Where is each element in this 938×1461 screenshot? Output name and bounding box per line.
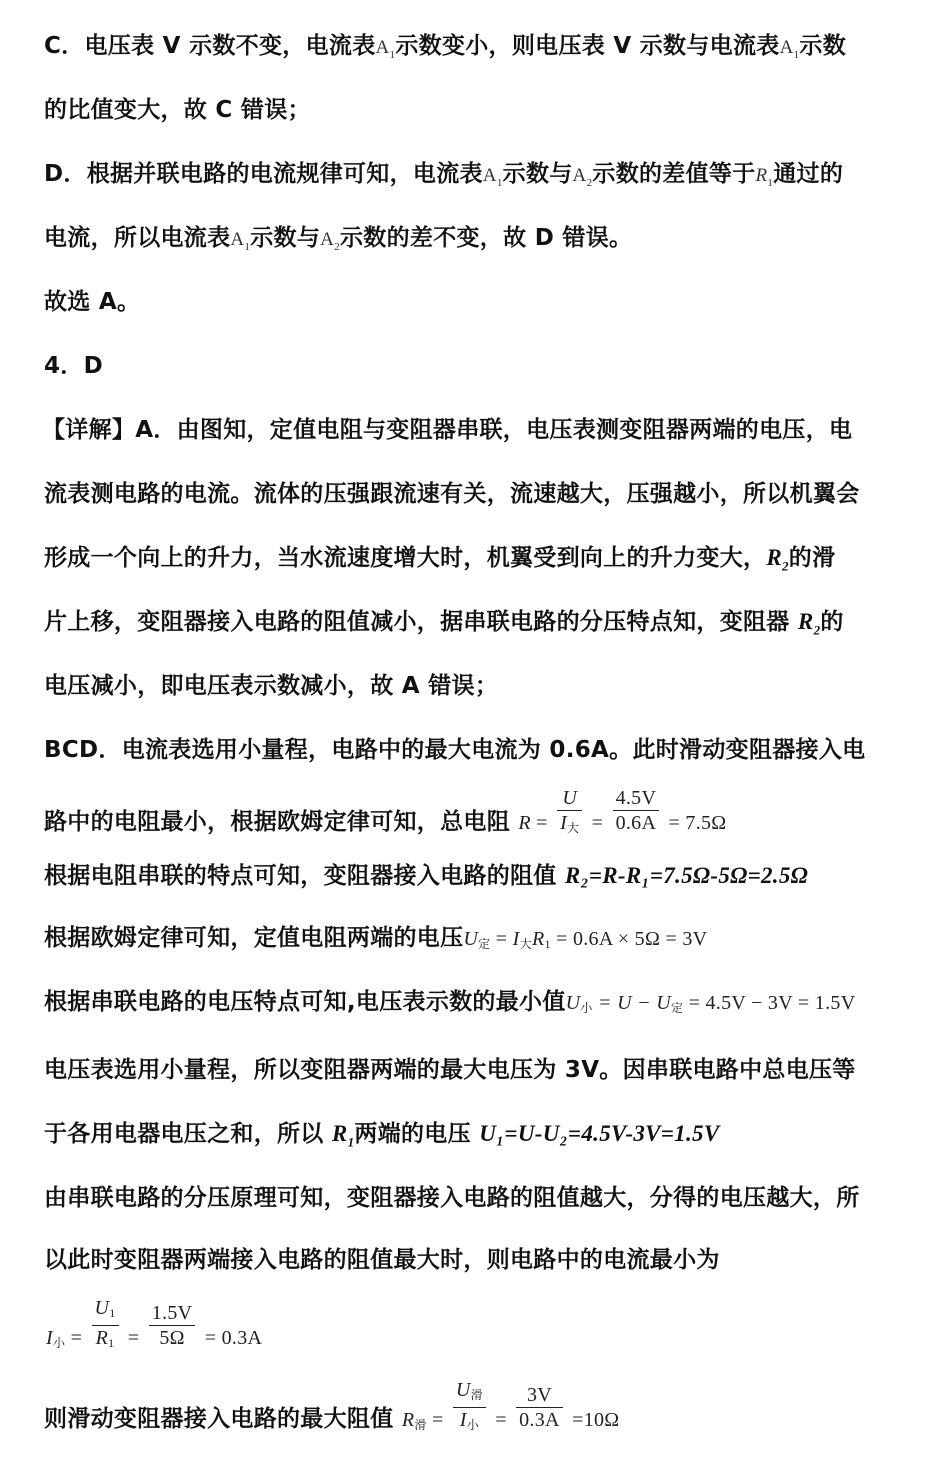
ammeter-symbol: [320, 229, 340, 253]
formula-subscript: 小: [52, 1336, 66, 1350]
total-resistance-line: [44, 786, 898, 848]
ammeter-label: A: [572, 165, 587, 186]
min-voltage-line: [44, 986, 898, 1024]
fraction-values: [613, 786, 660, 835]
text-segment: 电流，所以电流表: [44, 225, 231, 251]
explanation-line: [44, 606, 898, 647]
denominator: 5Ω: [159, 1327, 185, 1349]
formula-lhs: R: [401, 1409, 415, 1431]
denominator-subscript: 小: [466, 1418, 480, 1432]
variable-letter: R: [766, 545, 782, 570]
text-segment: 于各用电器电压之和，所以: [44, 1121, 332, 1147]
text-segment: 通过的: [773, 161, 844, 187]
ammeter-symbol: [375, 37, 396, 61]
resistor-symbol: R: [531, 928, 545, 950]
numerator: 3V: [516, 1383, 563, 1408]
variable-letter: R: [331, 1121, 348, 1146]
explanation-line: 以此时变阻器两端接入电路的阻值最大时，则电路中的电流最小为: [44, 1247, 720, 1273]
text-segment: 根据串联电路的电压特点可知,电压表示数的最小值: [44, 989, 566, 1015]
equals-sign: =: [495, 1409, 507, 1431]
formula-subscript: 大: [519, 937, 532, 951]
text-segment: 示数与: [250, 225, 321, 251]
ammeter-subscript: 2: [586, 176, 593, 189]
text-segment: 片上移，变阻器接入电路的阻值减小，据串联电路的分压特点知，变阻器: [44, 609, 798, 635]
text-segment: 示数变小，则电压表 V 示数与电流表: [395, 33, 780, 59]
variable-subscript: 1: [347, 1134, 355, 1150]
text-segment: 两端的电压: [354, 1121, 480, 1147]
option-c-line: [44, 30, 898, 71]
formula-subscript: 定: [670, 1001, 684, 1015]
formula-result: = 7.5Ω: [668, 812, 727, 834]
total-resistance-formula: [518, 787, 727, 835]
equals-sign: =: [490, 928, 513, 950]
equals-sign: =: [431, 1409, 444, 1431]
equals-sign: =: [536, 812, 548, 834]
explanation-line: 流表测电路的电流。流体的压强跟流速有关，流速越大，压强越小，所以机翼会: [44, 481, 860, 507]
formula-lhs: R: [518, 812, 531, 834]
text-segment: 示数: [799, 33, 847, 59]
r1-voltage-line: [44, 1118, 898, 1159]
ammeter-symbol: [230, 229, 251, 253]
fixed-resistor-voltage-line: [44, 922, 898, 960]
formula-subscript: 1: [544, 937, 551, 951]
ammeter-label: A: [375, 37, 390, 58]
ammeter-subscript: 1: [496, 176, 503, 189]
fraction-values: [516, 1383, 563, 1432]
numerator: U: [562, 787, 578, 809]
formula-subscript: 小: [580, 1001, 593, 1015]
ammeter-subscript: 1: [793, 48, 800, 61]
numerator: 4.5V: [613, 786, 660, 811]
resistor-label: R: [755, 165, 768, 186]
numerator: U: [94, 1297, 110, 1319]
explanation-line: 电压表选用小量程，所以变阻器两端的最大电压为 3V。因串联电路中总电压等: [44, 1057, 856, 1083]
numerator-subscript: 1: [109, 1306, 116, 1320]
min-current-formula: [46, 1297, 263, 1350]
fraction-values: [149, 1301, 196, 1350]
ammeter-subscript: 2: [334, 240, 340, 253]
fraction-u1-over-r1: [92, 1296, 119, 1355]
text-segment: 示数的差不变，故 D 错误。: [340, 225, 633, 251]
explanation-line: BCD．电流表选用小量程，电路中的最大电流为 0.6A。此时滑动变阻器接入电: [44, 737, 866, 763]
text-segment: 根据欧姆定律可知，定值电阻两端的电压: [44, 925, 464, 951]
denominator-subscript: 大: [567, 821, 580, 835]
variable-subscript: 2: [781, 558, 789, 574]
equals-sign: =: [70, 1327, 83, 1349]
denominator: I: [459, 1409, 467, 1431]
formula-subscript: 定: [478, 937, 491, 951]
numerator: 1.5V: [149, 1301, 196, 1326]
text-segment: 的滑: [788, 545, 836, 571]
question-4-answer: 4．D: [44, 353, 103, 379]
variable-subscript: 2: [813, 622, 821, 638]
equals-sign: =: [591, 812, 604, 834]
resistor-subscript: 1: [767, 176, 774, 189]
ammeter-label: A: [320, 229, 335, 250]
equals-sign: =: [127, 1327, 140, 1349]
denominator: 0.3A: [519, 1409, 560, 1431]
text-segment: 则滑动变阻器接入电路的最大阻值: [44, 1406, 394, 1432]
formula-lhs: U: [565, 992, 581, 1014]
ammeter-label: A: [482, 165, 497, 186]
option-d-conclusion: [44, 222, 898, 263]
explanation-line: 【详解】A．由图知，定值电阻与变阻器串联，电压表测变阻器两端的电压，电: [42, 417, 853, 443]
text-segment: 形成一个向上的升力，当水流速度增大时，机翼受到向上的升力变大，: [44, 545, 767, 571]
numerator-subscript: 滑: [470, 1388, 483, 1402]
formula-lhs: I: [46, 1327, 53, 1349]
variable-r1: [331, 1121, 355, 1150]
min-current-line: [46, 1296, 898, 1368]
text-segment: 路中的电阻最小，根据欧姆定律可知，总电阻: [44, 809, 510, 835]
ammeter-symbol: [572, 165, 593, 189]
max-resistance-line: [44, 1378, 898, 1451]
formula-rest: = 0.6A × 5Ω = 3V: [550, 928, 708, 950]
resistor-symbol: [755, 165, 774, 189]
formula-result: = 0.3A: [204, 1327, 263, 1349]
explanation-line: 由串联电路的分压原理可知，变阻器接入电路的阻值越大，分得的电压越大，所: [44, 1185, 860, 1211]
min-voltage-formula: [566, 992, 856, 1014]
fraction-u-over-i: [453, 1378, 486, 1437]
text-segment: C．电压表 V 示数不变，电流表: [44, 33, 376, 59]
ammeter-label: A: [230, 229, 245, 250]
text-segment: D．根据并联电路的电流规律可知，电流表: [44, 161, 483, 187]
variable-r2: [797, 609, 821, 638]
denominator: 0.6A: [615, 812, 657, 834]
explanation-line: [44, 542, 898, 583]
formula-rest: = 4.5V − 3V = 1.5V: [683, 992, 856, 1014]
formula-subscript: 滑: [414, 1418, 427, 1432]
resistance-expression: R₂=R-R₁=7.5Ω-5Ω=2.5Ω: [564, 863, 809, 888]
ammeter-subscript: 1: [244, 240, 251, 253]
ammeter-symbol: [482, 165, 503, 189]
formula-lhs: U: [463, 928, 479, 950]
numerator: U: [455, 1379, 471, 1401]
text-segment: 的: [820, 609, 844, 635]
ammeter-subscript: 1: [389, 48, 396, 61]
text-segment: 示数的差值等于: [592, 161, 756, 187]
denominator: R: [95, 1327, 109, 1349]
formula-middle: = U − U: [592, 992, 671, 1014]
variable-r2: [766, 545, 789, 574]
option-d-line: [44, 158, 898, 199]
max-resistance-formula: [401, 1379, 620, 1432]
explanation-line: 电压减小，即电压表示数减小，故 A 错误；: [44, 673, 499, 699]
current-symbol: I: [512, 928, 520, 950]
series-resistance-line: [44, 860, 898, 892]
formula-result: =10Ω: [572, 1409, 620, 1431]
denominator-subscript: 1: [108, 1336, 115, 1350]
voltage-expression: U₁=U-U₂=4.5V-3V=1.5V: [479, 1121, 720, 1146]
variable-letter: R: [797, 609, 814, 634]
answer-choice-line: 故选 A。: [44, 289, 141, 315]
ammeter-symbol: [779, 37, 800, 61]
denominator: I: [560, 812, 568, 834]
text-segment: 示数与: [502, 161, 573, 187]
fraction-u-over-i: [557, 786, 582, 840]
fixed-voltage-formula: [463, 928, 707, 950]
ammeter-label: A: [779, 37, 794, 58]
option-c-conclusion: 的比值变大，故 C 错误；: [44, 97, 311, 123]
text-segment: 根据电阻串联的特点可知，变阻器接入电路的阻值: [44, 863, 565, 889]
